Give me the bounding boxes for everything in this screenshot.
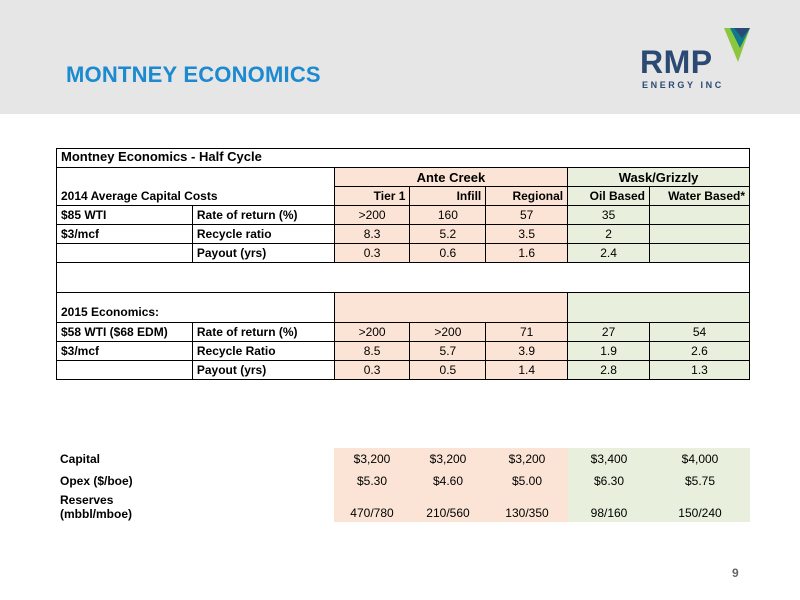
table-cell: 71 bbox=[486, 323, 568, 342]
col-regional: Regional bbox=[486, 187, 568, 206]
table-cell: 2.4 bbox=[568, 244, 650, 263]
col-water-based: Water Based* bbox=[650, 187, 750, 206]
table-cell: $4.60 bbox=[410, 470, 486, 492]
table-cell bbox=[650, 225, 750, 244]
group-ante-creek: Ante Creek bbox=[334, 168, 567, 187]
page-title: MONTNEY ECONOMICS bbox=[66, 62, 321, 87]
table-cell: $5.30 bbox=[334, 470, 410, 492]
capital-label: Capital bbox=[60, 452, 101, 466]
table-cell: 1.6 bbox=[486, 244, 568, 263]
company-logo bbox=[640, 28, 750, 90]
table-cell: $3,400 bbox=[568, 448, 650, 470]
table-cell: 54 bbox=[650, 323, 750, 342]
metric-label: Payout (yrs) bbox=[192, 244, 334, 263]
column-header-row bbox=[57, 187, 750, 206]
table-row bbox=[57, 342, 750, 361]
gas-label-2015: $3/mcf bbox=[57, 342, 193, 361]
table-title-row bbox=[57, 149, 750, 168]
table-row bbox=[56, 448, 750, 470]
group-wask-grizzly: Wask/Grizzly bbox=[568, 168, 750, 187]
metric-label: Rate of return (%) bbox=[192, 206, 334, 225]
col-oil-based: Oil Based bbox=[568, 187, 650, 206]
table-cell bbox=[650, 206, 750, 225]
price-label-2014: $85 WTI bbox=[57, 206, 193, 225]
table-cell: 98/160 bbox=[568, 492, 650, 522]
table-cell: 8.3 bbox=[334, 225, 410, 244]
table-cell: $3,200 bbox=[486, 448, 568, 470]
table-cell: 150/240 bbox=[650, 492, 750, 522]
capital-table bbox=[56, 448, 750, 522]
table-cell: 35 bbox=[568, 206, 650, 225]
table-cell: >200 bbox=[334, 323, 410, 342]
table-row bbox=[57, 361, 750, 380]
table-row bbox=[57, 206, 750, 225]
col-infill: Infill bbox=[410, 187, 486, 206]
table-cell: 0.3 bbox=[334, 361, 410, 380]
table-cell: $5.75 bbox=[650, 470, 750, 492]
table-title: Montney Economics - Half Cycle bbox=[57, 149, 750, 168]
table-cell: 27 bbox=[568, 323, 650, 342]
table-cell: 2.6 bbox=[650, 342, 750, 361]
logo-subtext: ENERGY INC bbox=[642, 80, 724, 90]
reserves-label-line2: (mbbl/mboe) bbox=[60, 507, 132, 521]
table-cell: >200 bbox=[334, 206, 410, 225]
page-number: 9 bbox=[732, 566, 739, 580]
table-cell: 0.5 bbox=[410, 361, 486, 380]
table-cell: $6.30 bbox=[568, 470, 650, 492]
table-cell: 0.6 bbox=[410, 244, 486, 263]
gas-label-2014: $3/mcf bbox=[57, 225, 193, 244]
spacer-row bbox=[57, 263, 750, 293]
table-cell: 1.3 bbox=[650, 361, 750, 380]
table-cell: $3,200 bbox=[410, 448, 486, 470]
table-row bbox=[57, 225, 750, 244]
section-2015-heading: 2015 Economics: bbox=[57, 293, 335, 323]
col-tier1: Tier 1 bbox=[334, 187, 410, 206]
logo-chevron-icon bbox=[724, 28, 750, 62]
metric-label: Recycle Ratio bbox=[192, 342, 334, 361]
opex-label: Opex ($/boe) bbox=[60, 474, 133, 488]
metric-label: Recycle ratio bbox=[192, 225, 334, 244]
table-row bbox=[57, 323, 750, 342]
table-cell: $4,000 bbox=[650, 448, 750, 470]
economics-table bbox=[56, 148, 750, 380]
table-cell: 8.5 bbox=[334, 342, 410, 361]
reserves-label-line1: Reserves bbox=[60, 493, 114, 507]
table-cell: 3.5 bbox=[486, 225, 568, 244]
metric-label: Payout (yrs) bbox=[192, 361, 334, 380]
section-heading-row bbox=[57, 293, 750, 323]
logo-text: RMP bbox=[640, 44, 713, 80]
table-cell: 57 bbox=[486, 206, 568, 225]
table-cell: 470/780 bbox=[334, 492, 410, 522]
table-row bbox=[57, 244, 750, 263]
table-cell bbox=[650, 244, 750, 263]
table-cell: 130/350 bbox=[486, 492, 568, 522]
reserves-label bbox=[56, 492, 334, 522]
table-cell: 5.7 bbox=[410, 342, 486, 361]
table-cell: 1.4 bbox=[486, 361, 568, 380]
table-row bbox=[56, 470, 750, 492]
table-cell: >200 bbox=[410, 323, 486, 342]
capital-costs-label: 2014 Average Capital Costs bbox=[57, 187, 335, 206]
table-cell: 3.9 bbox=[486, 342, 568, 361]
table-cell: 160 bbox=[410, 206, 486, 225]
table-row bbox=[56, 492, 750, 522]
table-cell: 1.9 bbox=[568, 342, 650, 361]
table-cell: $3,200 bbox=[334, 448, 410, 470]
table-cell: 210/560 bbox=[410, 492, 486, 522]
table-cell: $5.00 bbox=[486, 470, 568, 492]
table-cell: 5.2 bbox=[410, 225, 486, 244]
metric-label: Rate of return (%) bbox=[192, 323, 334, 342]
price-label-2015: $58 WTI ($68 EDM) bbox=[57, 323, 193, 342]
table-cell: 2.8 bbox=[568, 361, 650, 380]
group-header-row bbox=[57, 168, 750, 187]
table-cell: 2 bbox=[568, 225, 650, 244]
table-cell: 0.3 bbox=[334, 244, 410, 263]
